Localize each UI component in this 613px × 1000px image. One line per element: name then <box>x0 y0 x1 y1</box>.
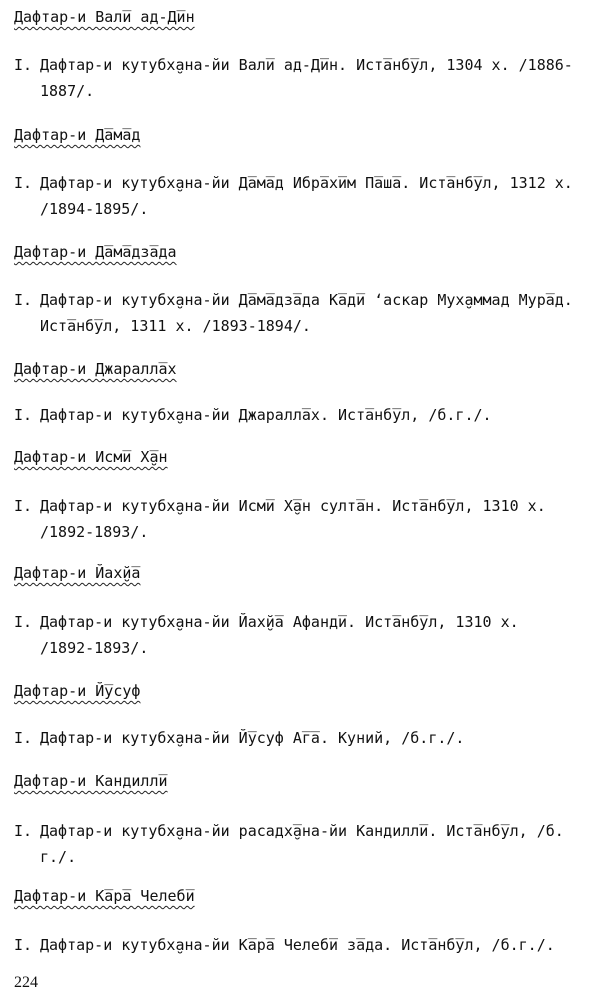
entry-number: I. <box>14 56 33 74</box>
entry-text-line-2: /1892-1893/. <box>40 639 149 657</box>
entry-text-line-1: Дафтар-и кутубх̮ана-йи Да̅ма̅д Ибра̅хи̅м Па̅ша̅. Иста̅нбу̅л, 1312 х. <box>40 174 573 192</box>
entry-number: I. <box>14 406 33 424</box>
page-number: 224 <box>14 974 38 991</box>
bibliography-entry <box>14 287 599 339</box>
section-heading: Дафтар-и Йу̅суф <box>14 682 141 700</box>
entry-text-line-1: Дафтар-и кутубх̮ана-йи Да̅ма̅дза̅да Ка̅ди̅ ʻаскар Мух̮аммад Мура̅д. <box>40 291 573 309</box>
bibliography-entry <box>14 725 599 751</box>
entry-number: I. <box>14 729 33 747</box>
entry-text-line-2: Иста̅нбу̅л, 1311 х. /1893-1894/. <box>40 317 311 335</box>
entry-text-line-1: Дафтар-и кутубх̮ана-йи Ка̅ра̅ Челеби̅ за̅да. Иста̅нбу̅л, /б.г./. <box>40 936 555 954</box>
section-heading: Дафтар-и Ка̅ра̅ Челеби̅ <box>14 887 195 905</box>
entry-text-line-1: Дафтар-и кутубх̮ана-йи Исми̅ Х̮а̅н султа̅н. Иста̅нбу̅л, 1310 х. <box>40 497 546 515</box>
entry-number: I. <box>14 291 33 309</box>
section-heading: Дафтар-и Йах̮йа̅ <box>14 564 141 582</box>
section-heading: Дафтар-и Джаралла̅х <box>14 360 177 378</box>
bibliography-entry <box>14 609 599 661</box>
entry-text-line-1: Дафтар-и кутубх̮ана-йи Йу̅суф А̅га̅. Куний, /б.г./. <box>40 729 465 747</box>
section-heading: Дафтар-и Вали̅ ад-Ди̅н <box>14 8 195 26</box>
entry-text-line-1: Дафтар-и кутубх̮ана-йи Вали̅ ад-Ди̅н. Иста̅нбу̅л, 1304 х. /1886- <box>40 56 573 74</box>
entry-number: I. <box>14 174 33 192</box>
bibliography-entry <box>14 493 599 545</box>
entry-number: I. <box>14 936 33 954</box>
entry-number: I. <box>14 497 33 515</box>
section-heading: Дафтар-и Да̅ма̅д <box>14 126 141 144</box>
entry-text-line-1: Дафтар-и кутубх̮ана-йи Джаралла̅х. Иста̅нбу̅л, /б.г./. <box>40 406 492 424</box>
bibliography-entry <box>14 932 599 958</box>
bibliography-entry <box>14 170 599 222</box>
entry-text-line-2: г./. <box>40 848 77 866</box>
entry-text-line-2: 1887/. <box>40 82 95 100</box>
section-heading: Дафтар-и Кандилли̅ <box>14 772 168 790</box>
bibliography-entry <box>14 818 599 870</box>
entry-text-line-2: /1892-1893/. <box>40 523 149 541</box>
entry-text-line-1: Дафтар-и кутубх̮ана-йи Йах̮йа̅ Афанди̅. Иста̅нбу̅л, 1310 х. <box>40 613 519 631</box>
entry-text-line-1: Дафтар-и кутубх̮ана-йи расадх̮а̅на-йи Кандилли̅. Иста̅нбу̅л, /б. <box>40 822 564 840</box>
section-heading: Дафтар-и Исми̅ Х̮а̅н <box>14 448 168 466</box>
bibliography-entry <box>14 402 599 428</box>
entry-text-line-2: /1894-1895/. <box>40 200 149 218</box>
entry-number: I. <box>14 613 33 631</box>
bibliography-entry <box>14 52 599 104</box>
entry-number: I. <box>14 822 33 840</box>
section-heading: Дафтар-и Да̅ма̅дза̅да <box>14 243 177 261</box>
